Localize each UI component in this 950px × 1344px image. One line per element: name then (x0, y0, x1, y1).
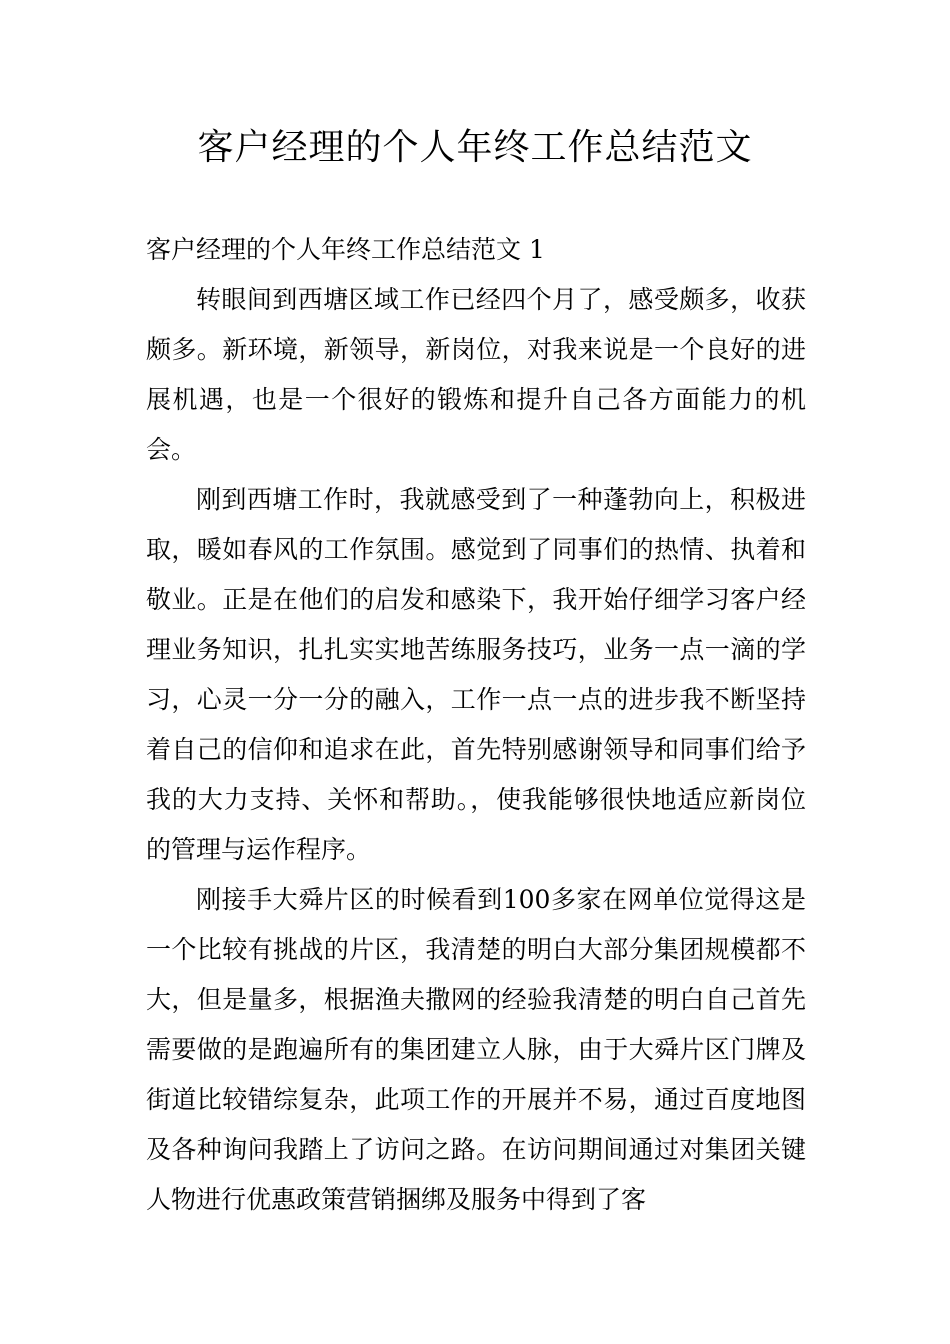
paragraph-3: 刚接手大舜片区的时候看到100多家在网单位觉得这是一个比较有挑战的片区，我清楚的明白大部分集团规模都不大，但是量多，根据渔夫撒网的经验我清楚的明白自己首先需要做的是跑遍所有的集团建立人脉，由于大舜片区门牌及街道比较错综复杂，此项工作的开展并不易，通过百度地图及各种询问我踏上了访问之路。在访问期间通过对集团关键人物进行优惠政策营销捆绑及服务中得到了客 (146, 885, 806, 1214)
paragraph-2: 刚到西塘工作时，我就感受到了一种蓬勃向上，积极进取，暖如春风的工作氛围。感觉到了同事们的热情、执着和敬业。正是在他们的启发和感染下，我开始仔细学习客户经理业务知识，扎扎实实地苦练服务技巧，业务一点一滴的学习，心灵一分一分的融入，工作一点一点的进步我不断坚持着自己的信仰和追求在此，首先特别感谢领导和同事们给予我的大力支持、关怀和帮助。，使我能够很快地适应新岗位的管理与运作程序。 (146, 485, 806, 864)
document-body (146, 225, 806, 1225)
document-title: 客户经理的个人年终工作总结范文 (197, 127, 753, 168)
paragraph-1: 转眼间到西塘区域工作已经四个月了，感受颇多，收获颇多。新环境，新领导，新岗位，对我来说是一个良好的进展机遇，也是一个很好的锻炼和提升自己各方面能力的机会。 (146, 285, 806, 464)
section-heading: 客户经理的个人年终工作总结范文 1 (146, 235, 545, 264)
